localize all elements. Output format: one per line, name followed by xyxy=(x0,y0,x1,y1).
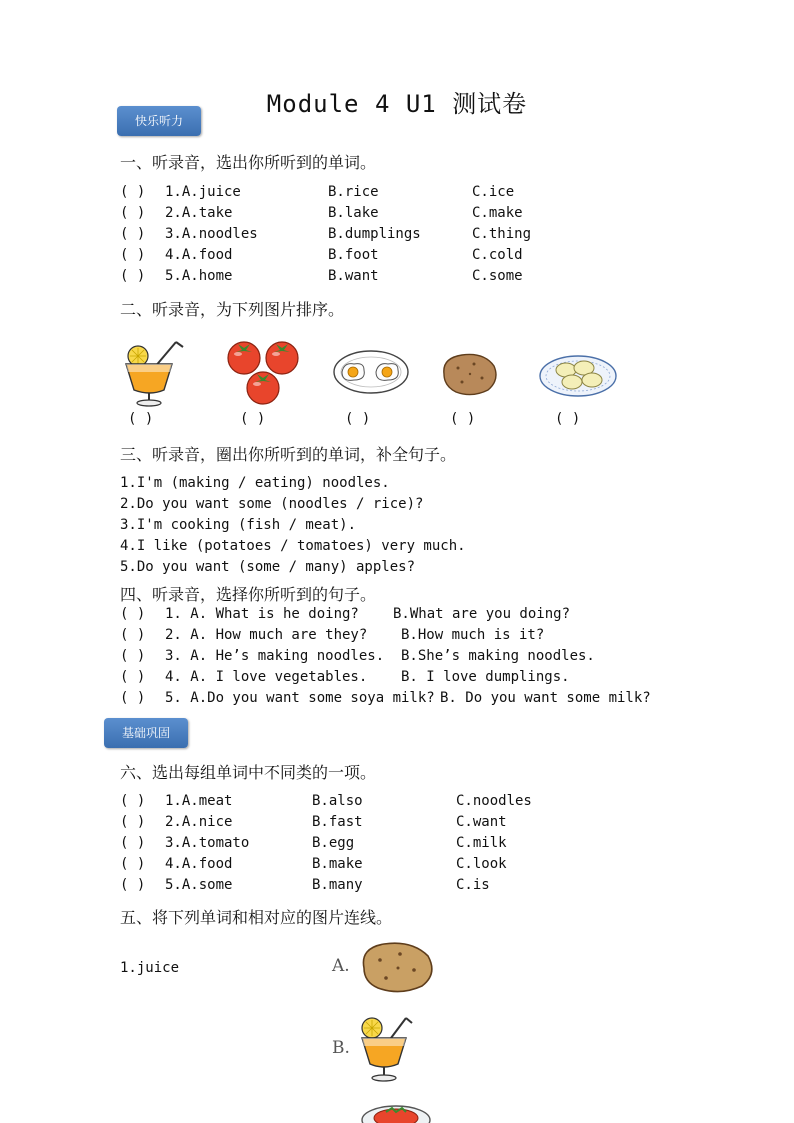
option-a: 3.A.noodles xyxy=(165,226,258,242)
match-label-a: A. xyxy=(332,956,350,976)
section-tag-listening: 快乐听力 xyxy=(117,106,201,136)
option-a: 4.A.food xyxy=(165,247,233,263)
section-tag-basics: 基础巩固 xyxy=(104,718,188,748)
option-c: C.is xyxy=(456,877,490,893)
part2-heading: 二、听录音，为下列图片排序。 xyxy=(120,300,345,319)
option-b: B.make xyxy=(312,856,363,872)
option-b: B.also xyxy=(312,793,363,809)
list-item xyxy=(120,266,680,287)
part6-heading: 六、选出每组单词中不同类的一项。 xyxy=(120,763,377,782)
list-item xyxy=(120,604,680,625)
list-item xyxy=(120,791,680,812)
option-a: 5.A.home xyxy=(165,268,233,284)
option-b: B.lake xyxy=(328,205,379,221)
option-a: 2. A. How much are they? xyxy=(165,627,368,643)
option-a: 4. A. I love vegetables. xyxy=(165,669,368,685)
option-b: B.want xyxy=(328,268,379,284)
list-item xyxy=(120,875,680,896)
option-b: B.many xyxy=(312,877,363,893)
answer-blank[interactable]: ( ) xyxy=(120,856,146,872)
potato-icon[interactable] xyxy=(358,938,438,996)
answer-blank[interactable]: ( ) xyxy=(120,205,146,221)
option-b: B.fast xyxy=(312,814,363,830)
option-b: B.egg xyxy=(312,835,355,851)
picture-blank-4[interactable]: ( ) xyxy=(450,411,476,427)
answer-blank[interactable]: ( ) xyxy=(120,627,146,643)
match-label-b: B. xyxy=(332,1038,350,1058)
option-c: C.milk xyxy=(456,835,507,851)
part1-list xyxy=(120,182,680,287)
answer-blank[interactable]: ( ) xyxy=(120,606,146,622)
potato-icon xyxy=(438,350,500,398)
answer-blank[interactable]: ( ) xyxy=(120,690,146,706)
option-c: C.ice xyxy=(472,184,515,200)
answer-blank[interactable]: ( ) xyxy=(120,648,146,664)
option-c: C.noodles xyxy=(456,793,532,809)
option-c: C.want xyxy=(456,814,507,830)
option-c: C.make xyxy=(472,205,523,221)
list-item: 2.Do you want some (noodles / rice)? xyxy=(120,496,424,512)
juice-glass-icon[interactable] xyxy=(356,1012,416,1084)
option-a: 1.A.meat xyxy=(165,793,233,809)
picture-blank-3[interactable]: ( ) xyxy=(345,411,371,427)
part3-list xyxy=(120,473,466,578)
answer-blank[interactable]: ( ) xyxy=(120,268,146,284)
part5-heading: 五、将下列单词和相对应的图片连线。 xyxy=(120,908,393,927)
part4-list xyxy=(120,604,680,709)
option-b: B.foot xyxy=(328,247,379,263)
option-b: B.How much is it? xyxy=(401,627,545,643)
list-item xyxy=(120,182,680,203)
list-item xyxy=(120,833,680,854)
option-a: 5.A.some xyxy=(165,877,233,893)
option-a: 1. A. What is he doing? xyxy=(165,606,359,622)
page-title: Module 4 U1 测试卷 xyxy=(266,90,528,118)
part4-heading: 四、听录音，选择你所听到的句子。 xyxy=(120,585,377,604)
option-c: C.some xyxy=(472,268,523,284)
answer-blank[interactable]: ( ) xyxy=(120,835,146,851)
part6-list xyxy=(120,791,680,896)
list-item xyxy=(120,667,680,688)
list-item: 1.I'm (making / eating) noodles. xyxy=(120,475,390,491)
list-item: 5.Do you want (some / many) apples? xyxy=(120,559,416,575)
dumplings-plate-icon xyxy=(538,350,618,398)
answer-blank[interactable]: ( ) xyxy=(120,877,146,893)
option-b: B.dumplings xyxy=(328,226,421,242)
list-item: 4.I like (potatoes / tomatoes) very much. xyxy=(120,538,466,554)
option-b: B. Do you want some milk? xyxy=(440,690,651,706)
option-b: B.What are you doing? xyxy=(393,606,571,622)
option-b: B. I love dumplings. xyxy=(401,669,570,685)
option-c: C.thing xyxy=(472,226,532,242)
answer-blank[interactable]: ( ) xyxy=(120,247,146,263)
option-a: 2.A.nice xyxy=(165,814,233,830)
list-item xyxy=(120,854,680,875)
answer-blank[interactable]: ( ) xyxy=(120,669,146,685)
picture-blank-5[interactable]: ( ) xyxy=(555,411,581,427)
option-a: 3. A. He’s making noodles. xyxy=(165,648,385,664)
part3-heading: 三、听录音，圈出你所听到的单词，补全句子。 xyxy=(120,445,457,464)
option-b: B.She’s making noodles. xyxy=(401,648,595,664)
option-b: B.rice xyxy=(328,184,379,200)
food-plate-icon[interactable] xyxy=(356,1100,436,1123)
answer-blank[interactable]: ( ) xyxy=(120,814,146,830)
option-a: 3.A.tomato xyxy=(165,835,250,851)
list-item xyxy=(120,812,680,833)
option-a: 4.A.food xyxy=(165,856,233,872)
list-item xyxy=(120,688,680,709)
answer-blank[interactable]: ( ) xyxy=(120,184,146,200)
match-word-1[interactable]: 1.juice xyxy=(120,960,180,976)
picture-blank-1[interactable]: ( ) xyxy=(128,411,154,427)
list-item xyxy=(120,224,680,245)
list-item xyxy=(120,646,680,667)
list-item xyxy=(120,203,680,224)
list-item xyxy=(120,625,680,646)
option-a: 2.A.take xyxy=(165,205,233,221)
option-a: 5. A.Do you want some soya milk? xyxy=(165,690,435,706)
tomatoes-icon xyxy=(224,338,304,408)
answer-blank[interactable]: ( ) xyxy=(120,793,146,809)
option-a: 1.A.juice xyxy=(165,184,241,200)
list-item: 3.I'm cooking (fish / meat). xyxy=(120,517,357,533)
option-c: C.look xyxy=(456,856,507,872)
list-item xyxy=(120,245,680,266)
picture-blank-2[interactable]: ( ) xyxy=(240,411,266,427)
juice-glass-icon xyxy=(120,338,186,408)
option-c: C.cold xyxy=(472,247,523,263)
part1-heading: 一、听录音，选出你所听到的单词。 xyxy=(120,153,377,172)
answer-blank[interactable]: ( ) xyxy=(120,226,146,242)
fried-eggs-icon xyxy=(332,348,410,396)
